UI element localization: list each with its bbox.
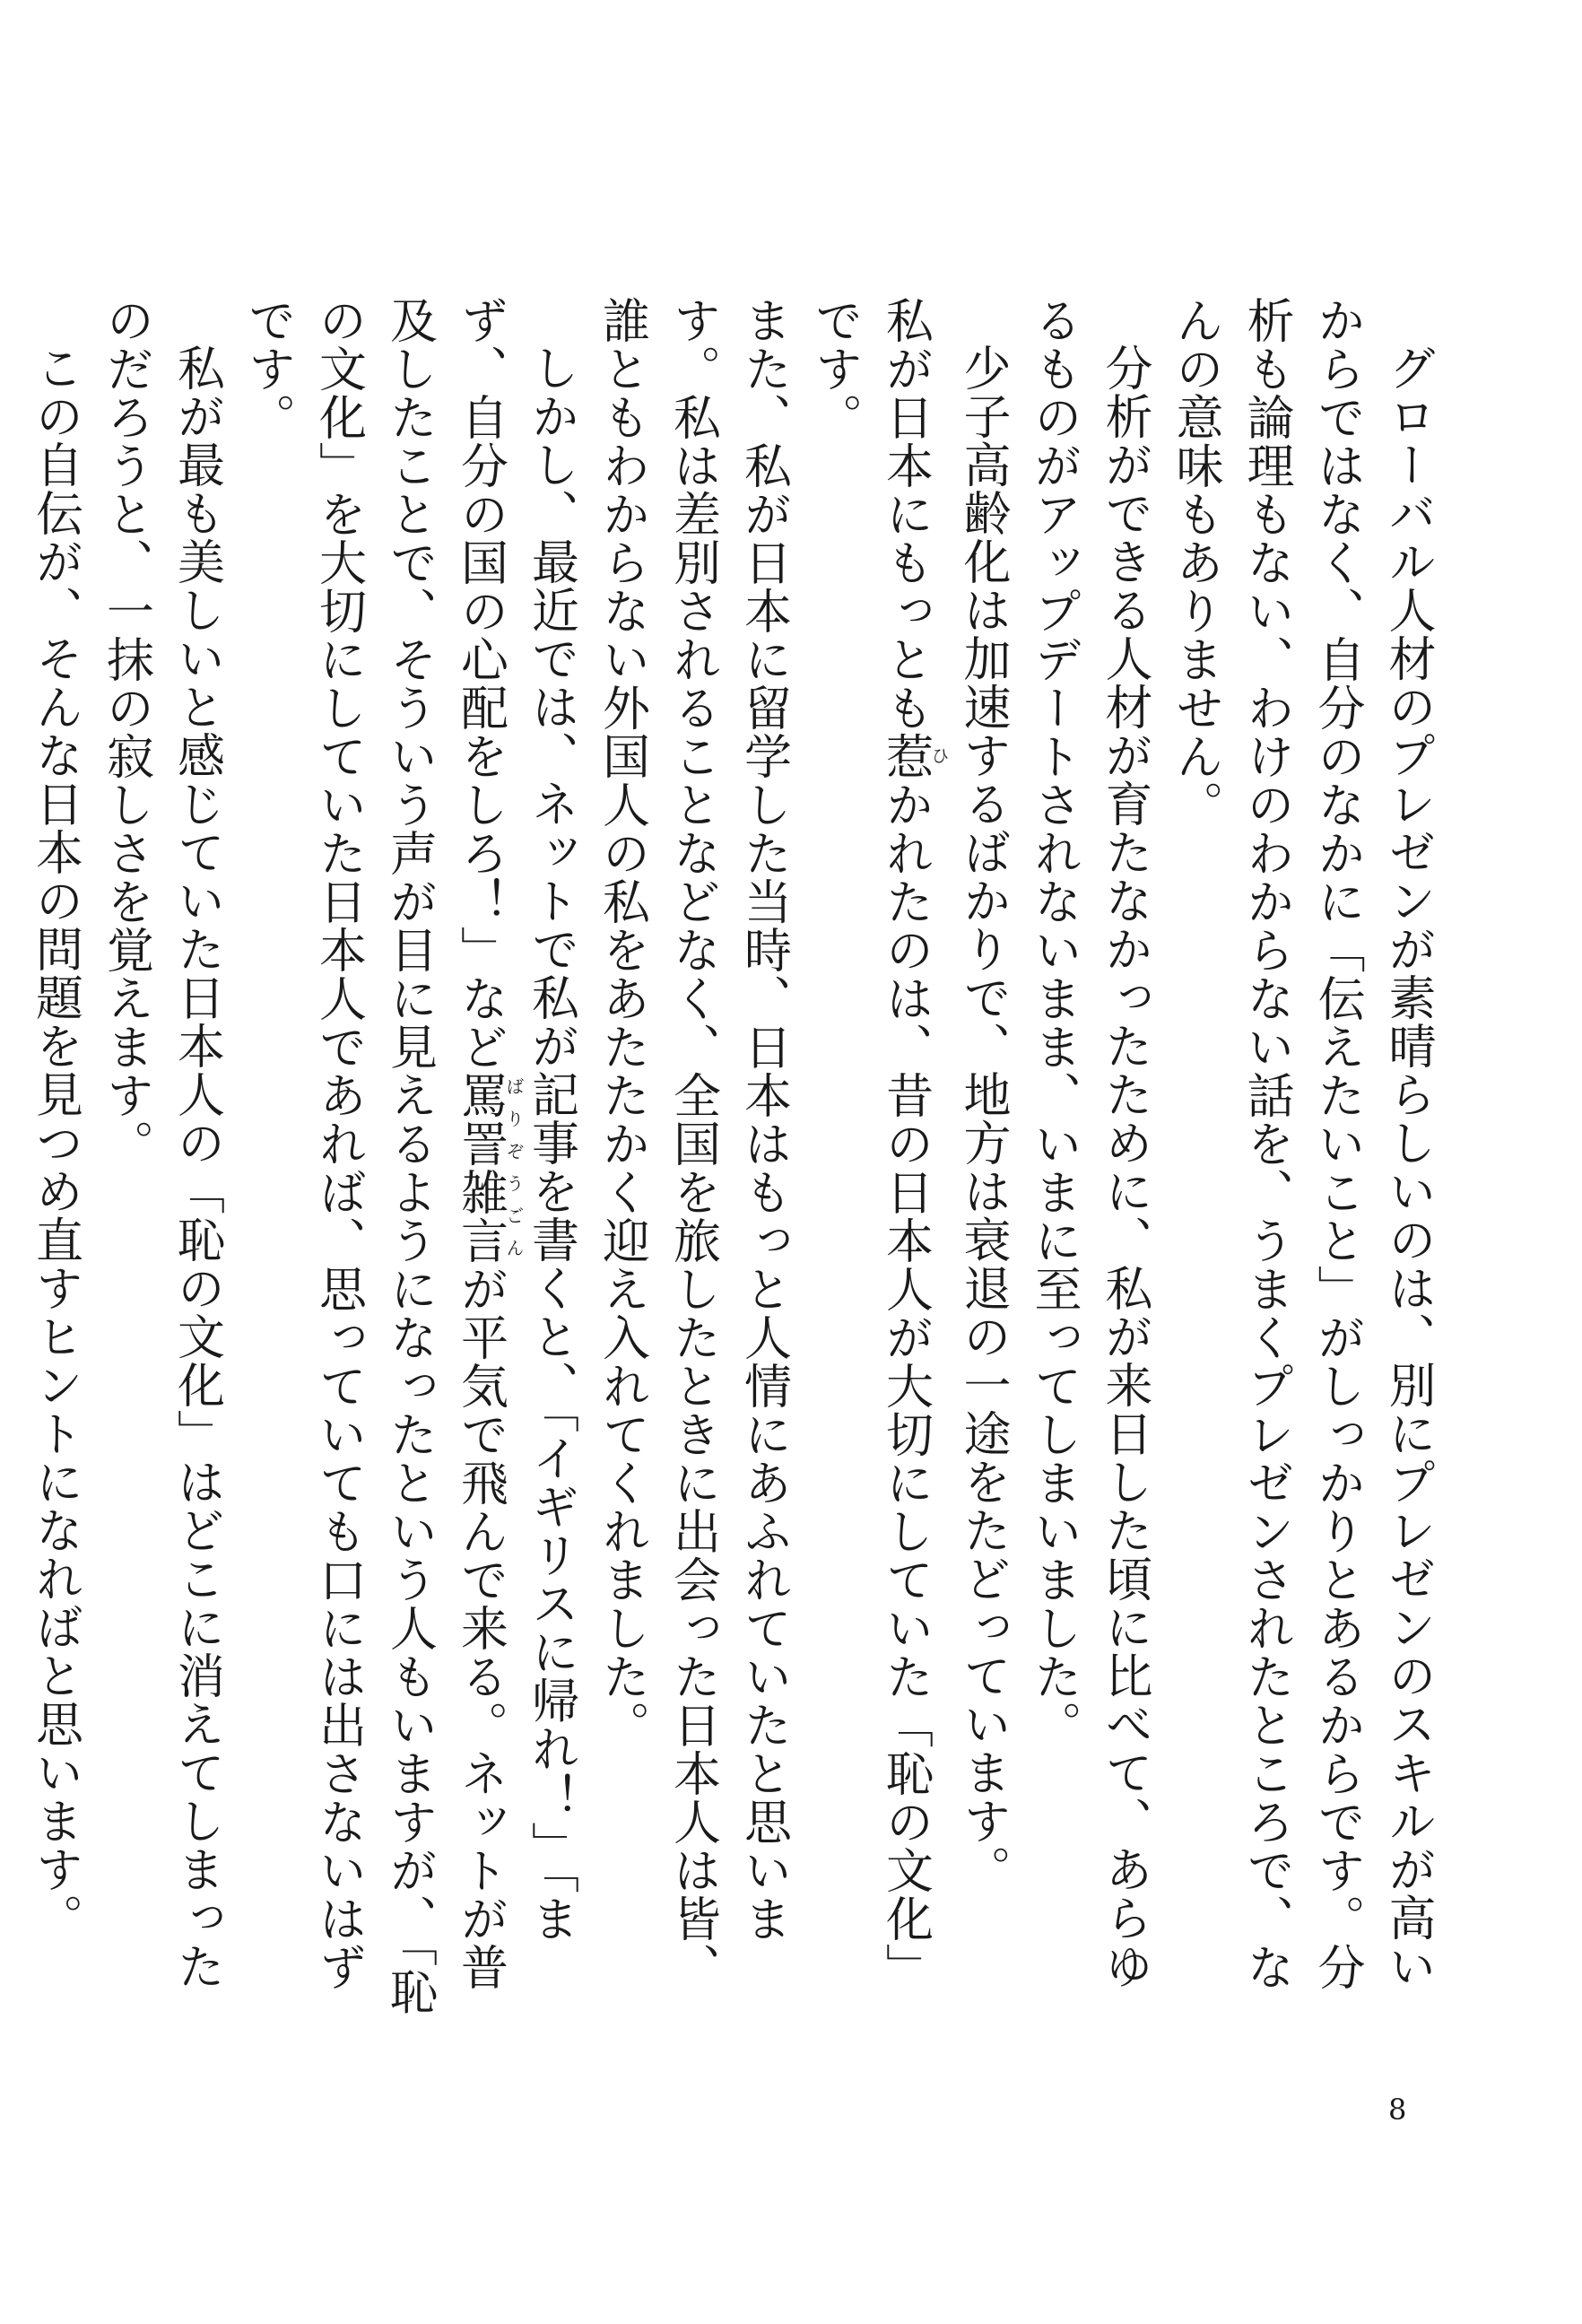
ruby-annotation	[453, 1071, 525, 1265]
ruby-annotation	[878, 732, 950, 780]
paragraph-1	[1160, 296, 1444, 2018]
line: 別されることなどなく、全国を旅したときに出会った日本人は皆、誰ともわからない外国	[595, 296, 721, 1991]
page-number: 8	[1388, 2093, 1407, 2127]
ruby-reading: ひ	[928, 732, 950, 780]
paragraph-2	[1019, 296, 1160, 2018]
line: 少子高齢化は加速するばかりで、地方は衰退の一途をたどっています。	[956, 344, 1011, 1893]
line: グローバル人材のプレゼンが素晴らしいのは、別にプレゼンのスキルが高いからではな	[1310, 296, 1436, 1990]
paragraph-6	[233, 296, 587, 2018]
paragraph-5	[587, 296, 800, 2018]
text-run: 私が日本にもっとも	[878, 296, 934, 732]
body-text	[28, 296, 1444, 2018]
paragraph-7	[91, 296, 233, 2018]
text-run: しかし、最近では、ネットで私が記事を書くと、「イギリスに帰れ！」「まず、自分の国の心配をしろ！」など	[453, 296, 579, 1943]
line: また、私が日本に留学した当時、日本はもっと人情にあふれていたと思います。私は差	[665, 296, 792, 1943]
line: 人の私をあたたかく迎え入れてくれました。	[595, 780, 650, 1749]
ruby-reading: ばりぞうごん	[503, 1071, 525, 1265]
ruby-base: 惹	[878, 732, 934, 780]
line: プデートされないまま、いまに至ってしまいました。	[1027, 587, 1082, 1749]
text-run: かれたのは、昔の日本人が大切にしていた「恥の文化」です。	[807, 296, 934, 1991]
text-run: が平気で飛んで来る。ネットが普及したことで、そういう声が目に見えるようになったという人もいますが、「恥の文化」を大切にしていた日本人であれば、思っていても口には出さないはずです。	[240, 296, 508, 2016]
paragraph-8	[21, 296, 91, 2018]
paragraph-3	[948, 296, 1019, 2018]
line: のわからない話を、うまくプレゼンされたところで、なんの意味もありません。	[1169, 296, 1294, 1991]
line: この自伝が、そんな日本の問題を見つめ直すヒントになればと思います。	[28, 344, 83, 1942]
ruby-base: 罵詈雑言	[453, 1071, 508, 1265]
paragraph-4	[800, 296, 949, 2018]
line: く、自分のなかに「伝えたいこと」がしっかりとあるからです。分析も論理もない、わけ	[1239, 296, 1365, 1991]
line: 分析ができる人材が育たなかったために、私が来日した頃に比べて、あらゆるものがアッ	[1027, 296, 1152, 1990]
line: 一抹の寂しさを覚えます。	[99, 587, 154, 1168]
line: 私が最も美しいと感じていた日本人の「恥の文化」はどこに消えてしまったのだろうと、	[99, 296, 225, 1990]
